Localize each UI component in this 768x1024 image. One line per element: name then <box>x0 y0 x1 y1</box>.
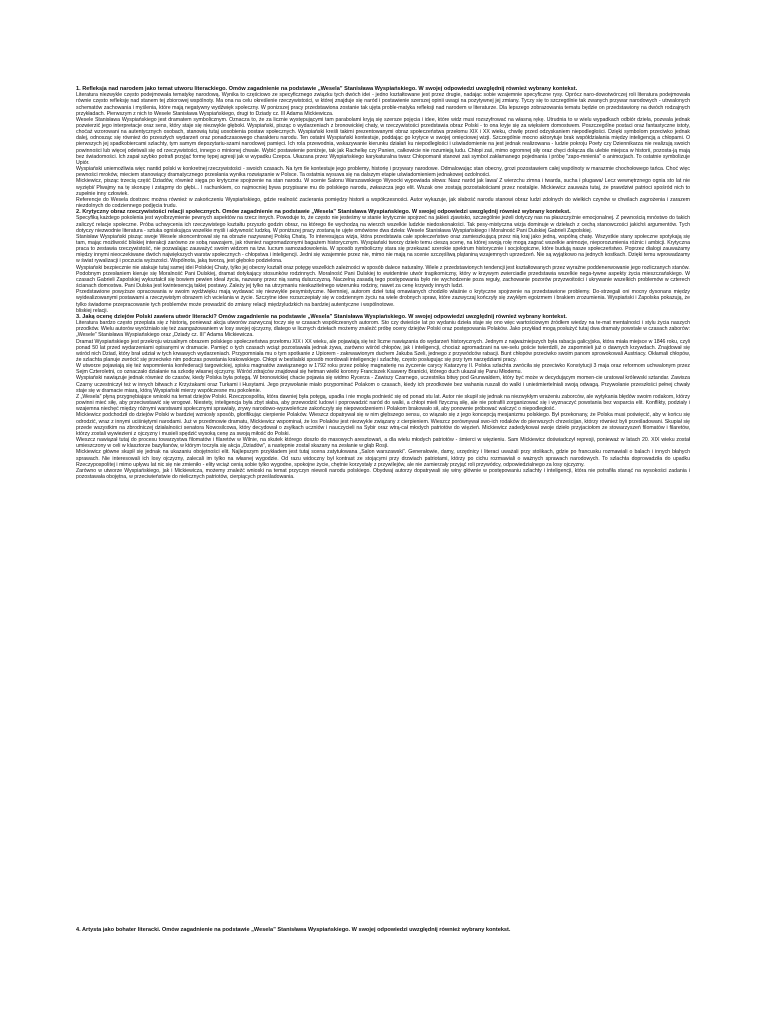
section-heading-4: 4. Artysta jako bohater literacki. Omów zagadnienie na podstawie „Wesela” Stanisława Wyspiańskiego. W swojej odpowiedzi uwzględnij również wybrany kontekst. <box>76 927 511 933</box>
paragraph: Z „Wesela” płyną przygnębiające wnioski na temat dziejów Polski. Rzeczpospolita, która dawniej była potęgą, upadła i nie mogła podnieść się od ponad stu lat. Autor nie skupił się jednak na niezwykłym wrażeniu zaborców, ale wytykania błędów swoim rodakom, którzy powinni mieć siłę, aby przeciwstawić się wrogowi. Niestety, inteligencja była zbyt słaba, aby przewodzić ludowi i poprowadzić naród do walki, a chłopi mieli fizyczną siłę, ale nie potrafili zorganizować się i wyznaczyć powstania bez wsparcia elit. Konflikty, podziały i wzajemna niechęć między różnymi warstwami społecznymi sprawiały, zrywy narodowo-wyzwoleńcze zakończyły się niepowodzeniem i Polakom brakowało sił, aby ponownie próbować walczyć o niepodległość. <box>76 393 690 413</box>
paragraph: Wyspiański nawiązuje jednak również do czasów, kiedy Polska była potęgą. W bronowickiej chacie pojawia się widmo Rycerza - Zawiszy Czarnego, uczestnika bitwy pod Grunwaldem, który być może w decydującym momen-cie uratował królewski sztandar. Zawisza Czarny uczestniczył też w innych bitwach z Krzyżakami oraz Turkami i Husytami. Jego przywołanie miało przypominać Polakom o czasach, kiedy ich przodkowie bez wahania ruszali do walki i unieśmiertelniali swoją odwagą. Przywołanie przeszłości pełnej chwały staje się w dramacie miarą, którą Wyspiański mierzy współczesne mu pokolenie. <box>76 375 690 394</box>
paragraph: Literatura niezwykle często podejmowała tematykę narodową. Wynika to częściowo ze specyficznego związku tych dwóch idei - jedno kształtowane jest przez drugie, nadając sobie wzajemnie specyficzne rysy. Oprócz naro-dowotwórczej roli literatura podejmowała równie często refleksję nad stanem tej zbiorowej wspólnoty. Ma ona na celu określenie rzeczywistości, w której znajduje się naród i postawienie szerszej opinii uwagi na pozytywnej jej zmiany. Tyczy się to szczególnie tak zwanych przywar narodowych - utrwalonych schematów zachowania i myślenia, które mają negatywny wydźwięk społeczny. W ponizszej pracy przedstawiona zostanie tak ujęta proble-matyka refleksji nad narodem w literaturze. Dla lepszego zobrazowania tematu będzie on przedstawiony na dwóch rodzajnych przykładach. Pierwszym z nich to Wesele Stanisława Wyspiańskiego, drugi to Dziady cz. III Adama Mickiewicza. <box>76 92 690 117</box>
paragraph: Stanisław Wyspiański pisząc swoje Wesele skoncentrował się na obrazie nazywanej Polską Chatą. To interesująca wizja, która przedstawia całe społeczeństwo oraz zamieszkującą przez nią kraj jako jedną, wspólną chatę. Wszystkie stany społeczne spotykają się tam, mając możliwość bliskiej interakcji zarówno ze sobą nawzajem, jak również nagromadzonymi bagażem historycznym. Wyspiański tworzy dzieło temu cieszą scenę, na której swoją rolę mogą zagrać wszelkie animozje, nieporozumienia różnic i ambicji. Krytyczna praca to zestawia rzeczywistość, nie pozwalając zauważyć swoim widzom na tzw. lucrum samozadowolenia. W sposób symboliczny stara się przekazać szerokie spektrum historycznie i socjologiczne, które budują nasze społeczeństwo. Poprzez dialogi zauważamy między innymi nieoczekiwane dwóch największych warstw społecznych - chłopstwa i inteligencji. Jedni się wzajemnie przez nie, mimo nie mają na scenie szczęśliwą plątaniną wzajemnych uprzedzeń. Nie są wyjątkowo na jednych kostkach. Dzięki temu wprowadzamy w świat rywalizacji i poczucia wyższości. Wspólnota, jaką tworzą, jest głęboko podzielona. <box>76 233 690 265</box>
section-heading: 3. Jaką ocenę dziejów Polski zawiera utwór literacki? Omów zagadnienie na podstawie „Wesela” Stanisława Wyspiańskiego. W swojej odpowiedzi uwzględnij również wybrany kontekst. <box>76 313 567 320</box>
section-1 <box>76 86 690 209</box>
paragraph: Wieszcz nawiązał tutaj do procesu towarzystwa filomatów i filaretów w Wilnie, na skutek którego doszło do masowych aresztowań, a dla wielu młodych patriotów - śmierci w więzieniu. Sam Mickiewicz doświadczył represji, ponieważ w latach 20. XIX wieku został umieszczony w celi w klasztorze bazylianów, w którym toczyła się akcja „Dziadów”, a następnie został skazany na zesłanie w głąb Rosji. <box>76 437 690 450</box>
paragraph: Wyspiański uniemożliwia więc nantid polski w konkretnej rzeczywistości - swoich czasach. Na tym tle kontestuje jego problemy, historię i przywary narodowe. Odmalowując stan obecny, grozi pozostawiem całej wspólnoty w marazmie chochołowego tańca. Choć więc pewności mroków, mieciem stanowiący dramatycznego przesłania wynika rozwiązanie w Polsce. Ta ostatnia wysuwa się na dalszym etapie uświadomieniem jednakowej ozdolności. <box>76 166 690 179</box>
paragraph: Podobnym przesłaniem kieruje się Moralność Pani Dulskiej, dramat dotykający stosunków rodzinnych. Moralność Pani Dulskiej to ewidentnie utwór tragikomiczny, który w krzywym zwierciadle przedstawia wszelkie nega-tywne aspekty życia mieszczańskiego. W czasach Gabrieli Zapolskiej wykształcił się bowiem pewien ideał życia, nazwany przez nią samą dulszczyzną. Naczelną zasadą tego postępowania było nie wychodzenie poza reguły, zachowanie pozorów przyzwoitości i ukrywanie wszelkich problemów w czterech ścianach domostwa. Pani Dulska jest kwintesencją takiej postawy. Zależy jej tylko na utrzymaniu nieskazitelnego wizerunku rodziny, nawet za cenę krzywdy innych ludzi. <box>76 270 690 290</box>
paragraph: Referencje do Wesela dostrzec można również w zakończeniu Wyspiańskiego, gdzie realność zacierania pomiędzy historii a współczesności. Autor wykazuje, jak słabość narodu stanowi obraz ludzi zdolnych do wielkich czynów w chwilach zagrożenia i zarazem niezdolnych do codziennego podjęcia trudu. <box>76 196 690 210</box>
paragraph: Zarówno w utworze Wyspiańskiego, jak i Mickiewicza, możemy znaleźć wnioski na temat przyczyn niewoli narodu polskiego. Obydwaj autorzy dopatrywali się winy głównie w postępowaniu szlachty i inteligencji, która nie potrafiła stanąć na wysokości zadania i pozostawała obojętna, w przeciwieństwie do nielicznych patriotów, cierpiących prześladowania. <box>76 467 690 480</box>
document-body <box>76 86 690 746</box>
paragraph: Specyfiką każdego pokolenia jest wyolbrzymienie pewnych aspektów na rzecz innych. Powoduje to, że często nie jesteśmy w stanie krytycznie spojrzeć na jakieś zjawisko, szczególnie jeżeli dotyczy nas na płaszczyźnie emocjonalnej. Z pewnością mnóstwo do takich zaliczyć relacje społeczne. Próba uchwycenia ich rzeczywistego kształtu przyszło godzin obraz, na którego tle wychodzą na wierzch wszelkie ludzkie niedoskonałości. Tak pesy-mistyczna wizja dominuje w dziełach z cechą stanowczości jakichś argumentów. Tych dotyczy niezwodnie literatura - sztuka ogniskująca wszelkie myśli i aktywność ludzką. W poniższej pracy zostaną te ujęte omówione dwa dzieła: Wesele Stanisława Wyspiańskiego i Moralność Pani Dulskiej Gabrieli Zapolskiej. <box>76 215 690 234</box>
section-2 <box>76 209 690 314</box>
paragraph: W utworze pojawiają się też wspomnienia konfederacji targowickiej, spisku magnatów zawiązanego w 1792 roku przez polskę magnaterię na życzenie carycy Katarzyny II. Polska szlachta zwróciła się przeciwko Konstytucji 3 maja oraz reformom uchwalonym przez Sejm Czteroletni, co oznaczało działanie na szkodę własnej ojczyzny. Wśród zdrajców znajdował się hetman wielki koronny Franciszek Ksawery Branicki, którego duch ukazał się Panu Młodemu. <box>76 363 690 376</box>
section-heading: 2. Krytyczny obraz rzeczywistości relacji społecznych. Omów zagadnienie na podstawie „Wesela” Stanisława Wyspiańskiego. W swojej odpowiedzi uwzględnij również wybrany kontekst. <box>76 209 571 216</box>
paragraph: Wesele Stanisława Wyspiańskiego jest dramatem symbolicznym. Oznacza to, że za licznie występującymi tam parabolami kryją się szersze pojęcia i idee, które widz musi rozszyfrować na własną rękę. Utrudnia to w wielu wypadkach odbiór dzieła, pozwala jednak pozwierzić jego interpretacje oraz sens, który staje się niezwykle głęboki. Wyspiański, pisząc o wydarzeniach z bronowickiej chaty, w rzeczywistości przedstawia obraz Polski - to ona kryje się za więksiem domostwem. Poszczególne postaci oraz fantastyczne istoty, choćaż wzorowani na autentycznych osobach, stanowią tutaj uosobienia postaw społecznych. Wyspiański kreśli takimi prezentowanymi obraz społeczeństwa przełomu XIX i XX wieku, chwilę przed odzyskaniem niepodległości. Dzięki symbolom przeciwko jednak dalej, odnosząc się również do przeszłych wydarzeń oraz ponadczasowego charakteru narodu. Ten ostatni Wyspiański kontestuje, poddając go krytyce w swojej omięciowej wizji. Szczególnie mocno aktorytuje brak współdziałania między inteligencją a chłopami. O pierwszych jej spadkobiercami szlachty, tym samym depozytariu-szami narodowej pamięci. Ich rola przewodnia, wskazywanie kierunku działań ku niepodległości i uświadomienie na jest jednak realizowana - ludzie pokroju Poety czy Dziennikarza nie realizują swoich powinności lub więcej odetwali się od rzeczywistości, innego o minionej chwale. Wybić postawienie poniżeje, tak jak Rachelkę czy Panien, całkowicie nie rozumieją ludu. Chłopi zaś, mimo ogromnej siły oraz chęci dołącza dla ulebie miejsca w historii, pozosta-ją mają bez świadomości. Ich zapał szybko potrafi przyjąć formę tępej agresji jak w wypadku Czepca. Ukazana przez Wyspiańskiego karykaturalna twarz Chłopomanii stanowi zaś symbol zakłamanego pojednania i próbę "zapo-mnienia" o animozjach. To ostatnie symbolizuje Upiór. <box>76 116 690 166</box>
paragraph: Literatura bardzo często przeplata się z historią, ponieważ akcja utworów zazwyczaj toczy się w czasach współczesnych autorom. Sto czy dwieście lat po wydaniu dzieła staje się ono więc wartościowym źródłem wiedzy na te-mat mentalności i stylu życia naszych przodków. Wielu autorów wyróżniało się też zaangażowaniem w losy swojej ojczyzny, dlatego w licznych dziełach możemy znaleźć próbę oceny dziejów Polski oraz postępowania Polaków. Jako przykład mogą posłużyć tutaj dwa dramaty powstałe w czasach zaborów: „Wesele” Stanisława Wyspiańskiego oraz „Dziady cz. III” Adama Mickiewicza. <box>76 320 690 339</box>
paragraph: Wyspiański bezpiecznie nie atakuje tutaj samej idei Polskiej Chaty, tylko jej obecny kształt oraz potęgę wszelkich zależności w sposób dalece naturalny. Wiele z przedstawionych tendencji jest kształtowanych przez wyraźne poddenerwowanie jego rozliczanych stanów. <box>76 264 690 271</box>
paragraph: Mickiewicz główne skupił się jednak na ukazaniu obojętności elit. Najlepszym przykładem jest tutaj scena zatytułowana „Salon warszawski”. Generałowie, damy, urzędnicy i literaci uważali przy stolikach, gdzie po francusku rozmawiali o balach i innych błahych sprawach. Nie interesowali ich losy ojczyzny, zalecali im tylko na własnej wygodzie. Od razu widoczny był kontrast ze stojącymi przy drzwiach patriotami, którzy po cichu rozmawiali o ważnych sprawach narodowych. To szlachta doprowadziła do upadku Rzeczypospolitej i mimo upływu lat nic się nie zmieniło - elity wciąż cenią sobie tylko wygodne, spokojne życie, chętnie korzystały z przywilejów, ale nie zamierzały przyjąć roli przywódcy, odpowiedzialnego za losy ojczyzny. <box>76 449 690 468</box>
section-3 <box>76 314 690 480</box>
section-heading: 1. Refleksja nad narodem jako temat utworu literackiego. Omów zagadnienie na podstawie „Wesela” Stanisława Wyspiańskiego. W swojej odpowiedzi uwzględnij również wybrany kontekst. <box>76 86 578 92</box>
paragraph: Dramat Wyspiańskiego jest przekroju wizualnym obrazem polskiego społeczeństwa przełomu XIX i XX wieku, ale pojawiają się też liczne nawiązania do wydarzeń historycznych. Jednym z najważniejszych była rabacja galicyjska, która miała miejsce w 1846 roku, czyli ponad 50 lat przed wydarzeniami opisanymi w dramacie. Pamięć o tych czasach wciąż pozostawała jednak żywa, zarówno wśród chłopów, jak i inteligencji, chociaż agromadzani na we-selu goście twierdzili, że zapomnieli już o dawnych krzywdach. Znajdował się wśród nich Dziad, który brał udział w tych krwawych wydarzeniach. Przypomniała mu o tym spotkanie z Upiorem - zakrwawionym duchem Jakuba Szeli, jednego z przywódców rabacji. Bunt chłopów przeciwko swoim panom sprowokowali Austriacy. Okłamali chłopów, że szlachta planuje zwrócić się przeciwko nim podczas powstania krakowskiego. Chłopi w bestialski sposób mordowali inteligencję i szlachtę, często posługując się przy tym narzędziami pracy. <box>76 338 690 364</box>
paragraph: Przedstawione powyższe opracowania w swoim wydźwięku mają wydawać się niezwykle pesymistyczne. Niemniej, autorom dzieł tutaj omawianych chodziło właśnie o krytyczne spojrzenie na przedstawione problemy. Do-strzegali oni mocny dysonans między wyidealizowanymi postawami a rzeczywistym obrazem ich wcielania w życie. Szczytne idee rozszczepiały się w codziennym życiu na wiele drobnych spraw, które zazwyczaj kończyły się zwykłym egoizmem i brakiem zrozumienia. Wyspiański i Zapolska pokazują, że tylko świadome przepracowanie tych problemów może prowadzić do zmiany relacji międzyludzkich na bardziej autentyczne i wspólnotowe. <box>76 289 690 308</box>
paragraph: Mickiewicz, pisząc trzecią część Dziadów, również sięga po krytyczne spojrzenie na stan narodu. W scenie Salonu Warszawskiego Wysocki wypowiada słowa: Nasz naród jak lawa/ Z wierzchu zimna i twarda, sucha i plugawa/ Lecz wewnętrznego ognia sto lat nie wyziębi/ Plwajmy na tę skorupę i zstąpmy do głębi... I rachunkiem, co najmocniej bywa przypisane mu do polskiego narodu, zwłaszcza jego elit. Wszak one zostają pozostałościami przez nostalgie. Mickiewicz zauważa tutaj, że prawdziwi patrioci spośród nich to zupełnie inny człowiek. <box>76 178 690 197</box>
paragraph: bliskiej relacji. <box>76 307 108 314</box>
paragraph: Mickiewicz podchodził do dziejów Polski w bardziej wzniosły sposób, głorifikując cierpienie Polaków. Wieszcz dopatrywał się w nim głębszego sensu, co wiązało się z jego koncepcją mesjanizmu polskiego. Był przekonany, że Polska musi poświęcić, aby w końcu się odrodzić, wraz z innymi uciśniętymi narodami. Już w przedmowie dramatu, Mickiewicz wspominał, że los Polaków jest niezwykle związany z cierpieniem. Wieszcz porównywał swo-ich rodaków do pierwszych chrześcijan, którzy również byli prześladowani. Skupiał się przede wszystkim na zbrodniczej działalności senatora Nowosilcowa, który decydował o zsyłkach uczniów i nauczycieli na Sybir oraz wtrą-cał młodych patriotów do więzień. Mickiewicz zadedykował swoje dzieło przyjaciołom ze stowarzyszeń filomatów i filaretów, którzy zostali wywiezieni z ojczyzny i musieli spędzić wysoką cenę za swoją miłość do Polski. <box>76 412 690 437</box>
